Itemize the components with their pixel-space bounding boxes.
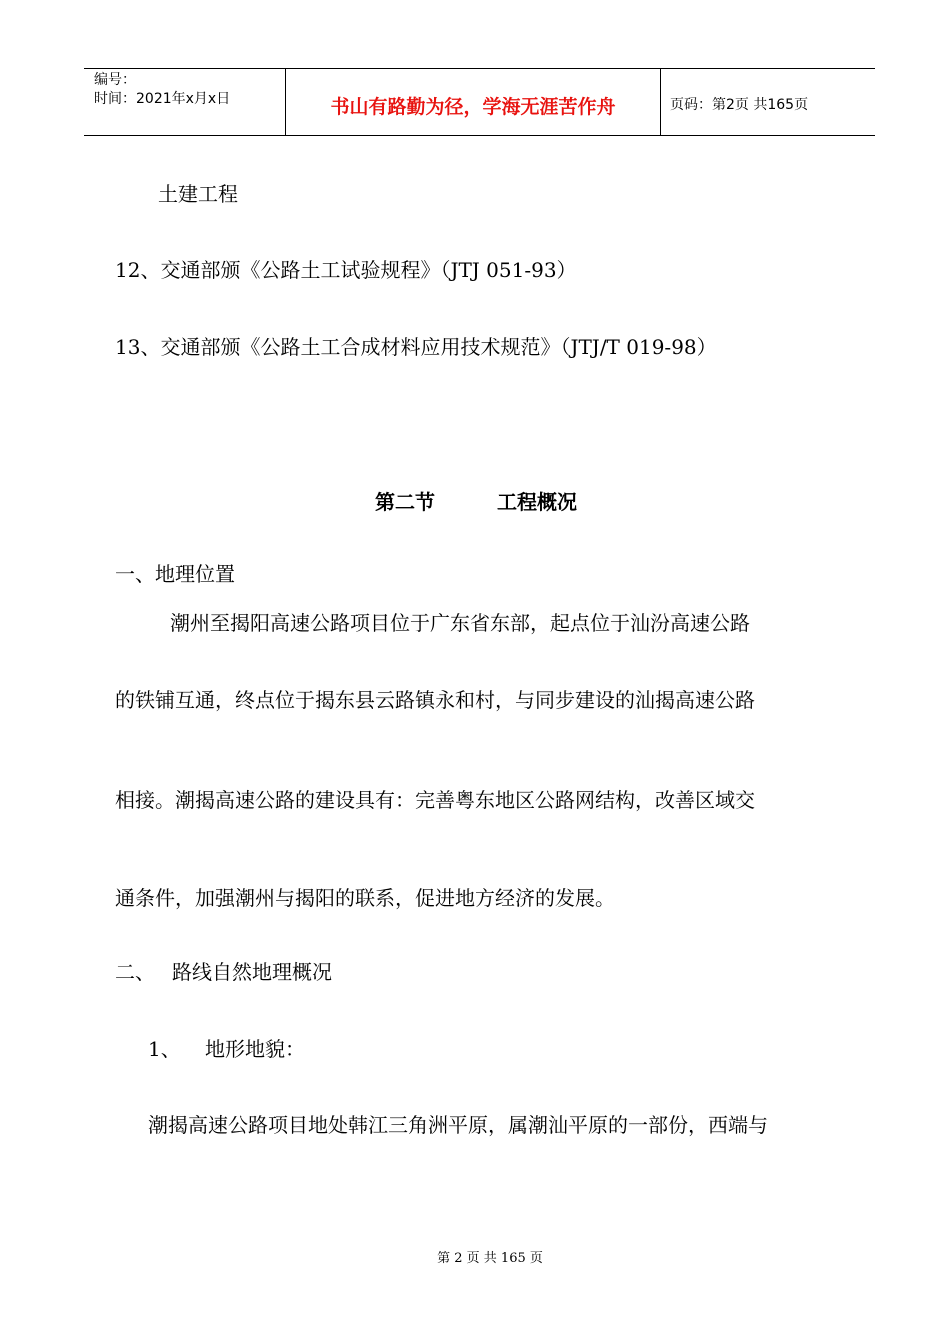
paragraph-line: 通条件，加强潮州与揭阳的联系，促进地方经济的发展。: [115, 886, 615, 910]
subheading-number: 1、: [148, 1037, 181, 1061]
heading-number: 二、: [115, 960, 155, 984]
paragraph-line: 的铁铺互通，终点位于揭东县云路镇永和村，与同步建设的汕揭高速公路: [115, 688, 755, 712]
heading-route-natural-geography: 路线自然地理概况: [172, 960, 332, 984]
heading-geographic-location: 一、地理位置: [115, 562, 235, 586]
section-title: 工程概况: [497, 490, 577, 514]
paragraph-line: 潮州至揭阳高速公路项目位于广东省东部，起点位于汕汾高速公路: [170, 611, 750, 635]
section-number: 第二节: [375, 490, 435, 514]
paragraph-line: 潮揭高速公路项目地处韩江三角洲平原，属潮汕平原的一部份，西端与: [148, 1113, 768, 1137]
page-header: [84, 68, 875, 136]
header-motto: 书山有路勤为径，学海无涯苦作舟: [330, 96, 616, 118]
subheading-terrain: 地形地貌：: [205, 1037, 305, 1061]
body-line-civil-engineering: 土建工程: [158, 182, 238, 206]
paragraph-line: 相接。潮揭高速公路的建设具有：完善粤东地区公路网结构，改善区域交: [115, 788, 755, 812]
reference-item-13: 13、交通部颁《公路土工合成材料应用技术规范》（JTJ/T 019-98）: [115, 335, 717, 359]
document-date: 时间：2021年x月x日: [94, 91, 231, 107]
page-footer: 第 2 页 共 165 页: [437, 1251, 543, 1266]
reference-item-12: 12、交通部颁《公路土工试验规程》（JTJ 051-93）: [115, 258, 577, 282]
header-meta-cell: [84, 69, 286, 135]
header-page-number: 页码：第2页 共165页: [670, 97, 809, 113]
header-page-cell: [661, 69, 875, 135]
document-number-label: 编号：: [94, 72, 136, 88]
header-motto-cell: [286, 69, 661, 135]
